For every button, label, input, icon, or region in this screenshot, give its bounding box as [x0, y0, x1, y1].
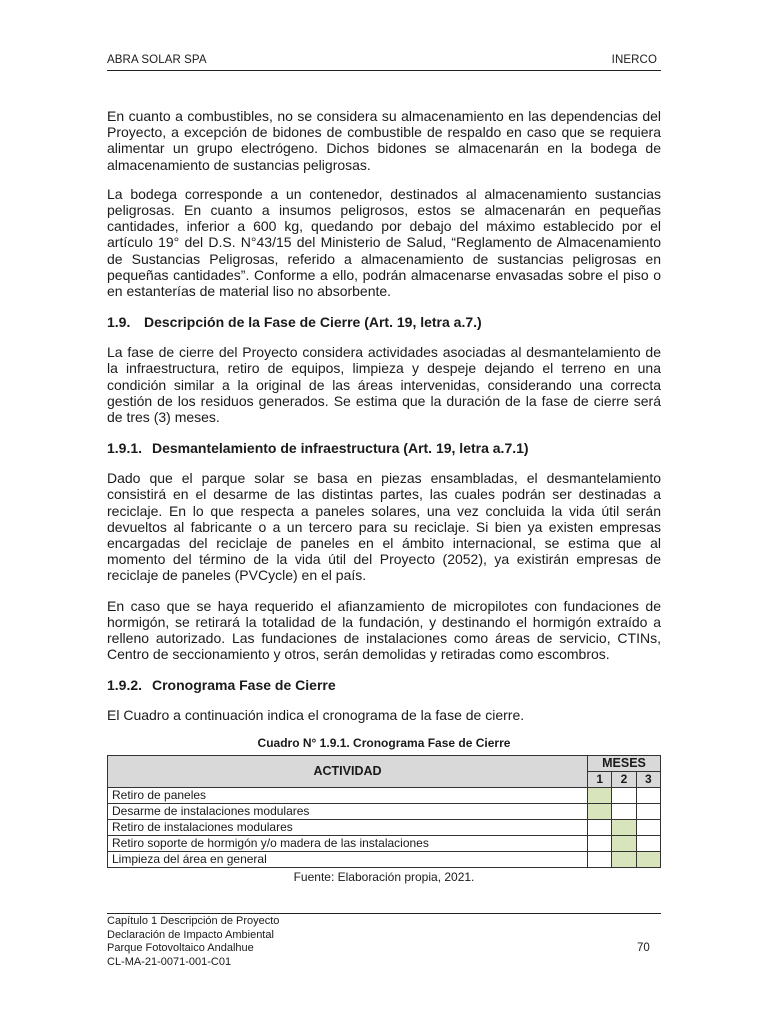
section-number: 1.9.2. — [107, 677, 143, 694]
section-number: 1.9. — [107, 314, 131, 331]
table-source: Fuente: Elaboración propia, 2021. — [293, 869, 475, 884]
activity-cell: Retiro de instalaciones modulares — [108, 819, 588, 835]
table-row — [108, 819, 661, 835]
page-number: 70 — [637, 942, 650, 954]
month-cell — [636, 851, 660, 867]
month-cell — [636, 787, 660, 803]
section-heading-1-9-1 — [107, 440, 661, 457]
header-company: ABRA SOLAR SPA — [107, 54, 207, 66]
activity-cell: Desarme de instalaciones modulares — [108, 803, 588, 819]
table-row — [108, 851, 661, 867]
section-title: Descripción de la Fase de Cierre (Art. 19, letra a.7.) — [144, 314, 482, 331]
paragraph-fundaciones: En caso que se haya requerido el afianzamiento de micropilotes con fundaciones de hormigón, se retirará la totalidad de la fundación, y destinando el hormigón extraído a relleno autorizado. Las fundaciones de instalaciones como áreas de servicio, CTINs, Centro de seccionamiento y otros, serán demolidas y retiradas como escombros. — [107, 597, 661, 663]
activity-cell: Retiro de paneles — [108, 787, 588, 803]
month-cell — [588, 851, 612, 867]
paragraph-combustibles: En cuanto a combustibles, no se considera su almacenamiento en las dependencias del Proyecto, a excepción de bidones de combustible de respaldo en caso que se requiera alimentar un grupo electrógeno. Dichos bidones se almacenarán en la bodega de almacenamiento de sustancias peligrosas. — [107, 108, 661, 173]
month-cell — [636, 803, 660, 819]
month-header: 3 — [636, 771, 660, 787]
month-cell — [612, 819, 636, 835]
section-title: Desmantelamiento de infraestructura (Art. 19, letra a.7.1) — [152, 440, 529, 457]
month-cell — [612, 803, 636, 819]
footer-chapter: Capítulo 1 Descripción de Proyecto — [107, 915, 280, 927]
paragraph-fase-cierre: La fase de cierre del Proyecto considera actividades asociadas al desmantelamiento de la infraestructura, retiro de equipos, limpieza y despeje dejando el terreno en una condición similar a la original de las áreas intervenidas, considerando una correcta gestión de los residuos generados. Se estima que la duración de la fase de cierre será de tres (3) meses. — [107, 344, 661, 426]
schedule-table — [107, 755, 661, 868]
month-cell — [588, 819, 612, 835]
schedule-table-body — [108, 787, 661, 867]
section-number: 1.9.1. — [107, 440, 143, 457]
footer-document-code: CL-MA-21-0071-001-C01 — [107, 955, 232, 968]
month-cell — [636, 819, 660, 835]
month-header: 2 — [612, 771, 636, 787]
month-cell — [588, 803, 612, 819]
month-cell — [612, 851, 636, 867]
footer-project-name: Parque Fotovoltaico Andalhue — [107, 942, 254, 954]
section-heading-1-9-2 — [107, 677, 661, 694]
table-row — [108, 787, 661, 803]
month-cell — [612, 787, 636, 803]
month-cell — [588, 787, 612, 803]
paragraph-desmantelamiento: Dado que el parque solar se basa en piezas ensambladas, el desmantelamiento consistirá en el desarme de las distintas partes, las cuales podrán ser destinadas a reciclaje. En lo que respecta a paneles solares, una vez concluida la vida útil serán devueltos al fabricante o a un tercero para su reciclaje. Si bien ya existen empresas encargadas del reciclaje de paneles en el ámbito internacional, se estima que al momento del término de la vida útil del Proyecto (2052), ya existirán empresas de reciclaje de paneles (PVCycle) en el país. — [107, 470, 661, 584]
column-header-activity: ACTIVIDAD — [108, 755, 588, 787]
header-divider — [107, 70, 661, 71]
month-header: 1 — [588, 771, 612, 787]
section-title: Cronograma Fase de Cierre — [152, 677, 336, 694]
page-footer — [107, 915, 279, 969]
month-cell — [612, 835, 636, 851]
activity-cell: Limpieza del área en general — [108, 851, 588, 867]
footer-divider — [107, 913, 661, 914]
document-body — [107, 108, 661, 884]
month-cell — [636, 835, 660, 851]
column-header-months: MESES — [588, 755, 661, 771]
header-consultant: INERCO — [611, 54, 657, 66]
table-row — [108, 803, 661, 819]
paragraph-bodega: La bodega corresponde a un contenedor, destinados al almacenamiento sustancias peligrosas. En cuanto a insumos peligrosos, estos se almacenarán en pequeñas cantidades, inferior a 600 kg, quedando por debajo del máximo establecido por el artículo 19° del D.S. N°43/15 del Ministerio de Salud, “Reglamento de Almacenamiento de Sustancias Peligrosas, referido a almacenamiento de sustancias peligrosas en pequeñas cantidades”. Conforme a ello, podrán almacenarse envasadas sobre el piso o en estanterías de material liso no absorbente. — [107, 185, 661, 300]
month-cell — [588, 835, 612, 851]
section-heading-1-9 — [107, 314, 661, 331]
table-caption: Cuadro N° 1.9.1. Cronograma Fase de Cierre — [257, 735, 511, 750]
activity-cell: Retiro soporte de hormigón y/o madera de las instalaciones — [108, 835, 588, 851]
paragraph-cuadro-intro: El Cuadro a continuación indica el cronograma de la fase de cierre. — [107, 707, 525, 724]
page-header — [107, 54, 661, 70]
table-row — [108, 835, 661, 851]
footer-document-type: Declaración de Impacto Ambiental — [107, 928, 274, 941]
